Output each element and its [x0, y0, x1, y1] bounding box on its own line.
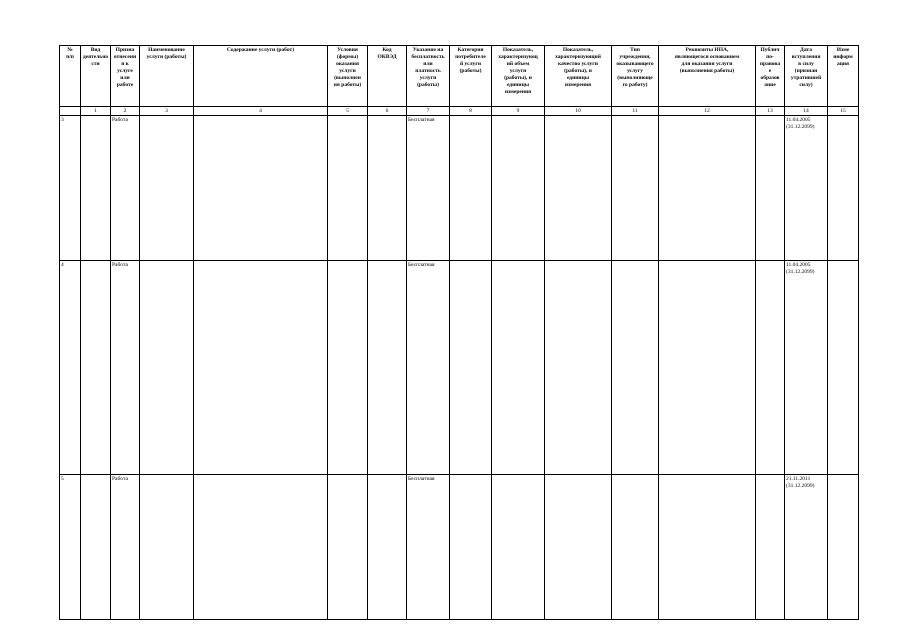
change-info-cell [828, 116, 859, 261]
column-header-line: платность [415, 68, 441, 74]
column-header [194, 46, 328, 107]
column-header [140, 46, 194, 107]
row-number-cell: 3 [60, 116, 81, 261]
column-number-cell: 6 [368, 107, 407, 116]
column-header-line: го работу) [622, 82, 648, 88]
public-entity-cell [756, 116, 785, 261]
column-number-row [60, 107, 859, 116]
column-header [492, 46, 545, 107]
activity-type-cell [81, 261, 111, 475]
column-header-line: являющегося основанием [674, 54, 740, 60]
service-conditions-cell [328, 475, 368, 620]
service-content-cell [194, 261, 328, 475]
effective-date-line: 11.04.2005 [786, 117, 811, 123]
column-header-line: или [423, 61, 433, 67]
payment-indicator-cell: Бесплатная [407, 261, 450, 475]
column-header-line: по- [766, 54, 774, 60]
column-header-line: деятельно [82, 54, 109, 60]
okved-code-cell [368, 116, 407, 261]
column-header-line: единицы [566, 75, 590, 81]
column-header-line: Указание на [412, 47, 444, 53]
activity-type-cell [81, 475, 111, 620]
column-header-line: образов [760, 75, 780, 81]
services-register-table [59, 45, 859, 620]
column-header-line: измерения [564, 82, 592, 88]
column-header-line: услуге [117, 68, 133, 74]
column-header-line: единицы [506, 82, 530, 88]
column-header-line: Реквизиты НПА, [685, 47, 729, 53]
service-or-work-sign-cell: Работа [111, 116, 140, 261]
column-header-line: учреждения, [619, 54, 651, 60]
column-header-line: Содержание услуги (работ) [226, 47, 295, 53]
volume-indicator-cell [492, 475, 545, 620]
service-content-cell [194, 475, 328, 620]
institution-type-cell [612, 261, 659, 475]
column-header-line: услуги [339, 68, 356, 74]
column-header-line: в силу [798, 61, 814, 67]
okved-code-cell [368, 261, 407, 475]
column-header-line: (работы) [459, 68, 482, 74]
column-number-cell: 3 [140, 107, 194, 116]
column-header-line: (выполнения работы) [679, 68, 735, 74]
column-header-line: (выполняюще [617, 75, 653, 81]
column-header-line: услуги [509, 68, 527, 74]
table-row [60, 475, 859, 620]
column-number-cell: 7 [407, 107, 450, 116]
column-header-line: № [67, 47, 73, 53]
column-header-line: (работы) [417, 82, 439, 88]
legal-act-details-cell [659, 475, 756, 620]
column-header-line: потребителе [455, 54, 486, 60]
column-header [450, 46, 492, 107]
column-header-line: или [120, 75, 130, 81]
column-number-cell: 10 [545, 107, 612, 116]
column-header-line: ия работы) [333, 82, 362, 88]
column-header [368, 46, 407, 107]
quality-indicator-cell [545, 475, 612, 620]
column-header [328, 46, 368, 107]
column-header [756, 46, 785, 107]
effective-date-line: 11.04.2005 [786, 262, 811, 268]
column-header-line: информ [833, 54, 853, 60]
row-number-cell: 5 [60, 475, 81, 620]
column-header-line: услугу [626, 68, 644, 74]
effective-date-cell [785, 261, 828, 475]
column-header [81, 46, 111, 107]
column-number-cell: 4 [194, 107, 328, 116]
service-name-cell [140, 475, 194, 620]
column-header-line: для оказания услуги [681, 61, 733, 67]
column-header-line: вступления [791, 54, 821, 60]
effective-date-line: 21.11.2011 [786, 476, 811, 482]
column-number-cell: 12 [659, 107, 756, 116]
column-header-line: Вид [90, 47, 101, 53]
column-number-cell: 8 [450, 107, 492, 116]
column-header-line: характеризующ [498, 54, 538, 60]
column-number-cell [60, 107, 81, 116]
table-row [60, 261, 859, 475]
column-header-line: й услуги [459, 61, 482, 67]
column-header-line: бесплатность [411, 54, 445, 60]
service-content-cell [194, 116, 328, 261]
column-header-line: Показатель, [562, 47, 594, 53]
volume-indicator-cell [492, 116, 545, 261]
legal-act-details-cell [659, 261, 756, 475]
consumer-category-cell [450, 475, 492, 620]
service-conditions-cell [328, 116, 368, 261]
public-entity-cell [756, 261, 785, 475]
column-header-line: (выполнен [334, 75, 361, 81]
payment-indicator-cell: Бесплатная [407, 475, 450, 620]
column-header-line: оказания [336, 61, 359, 67]
column-header-line: характеризующий [555, 54, 601, 60]
okved-code-cell [368, 475, 407, 620]
payment-indicator-cell: Бесплатная [407, 116, 450, 261]
column-header-line: Призна [115, 47, 135, 53]
column-header-line: услуги (работы) [146, 54, 187, 60]
column-header [545, 46, 612, 107]
legal-act-details-cell [659, 116, 756, 261]
service-conditions-cell [328, 261, 368, 475]
column-header-line: п/п [66, 54, 74, 60]
change-info-cell [828, 475, 859, 620]
consumer-category-cell [450, 116, 492, 261]
column-header-line: я к [121, 61, 129, 67]
quality-indicator-cell [545, 261, 612, 475]
consumer-category-cell [450, 261, 492, 475]
column-header-line: Тип [630, 47, 640, 53]
column-header-line: Код [382, 47, 392, 53]
column-header-line: работе [116, 82, 134, 88]
column-header-line: оказывающего [616, 61, 654, 67]
column-number-cell: 1 [81, 107, 111, 116]
column-header [60, 46, 81, 107]
table-body [60, 107, 859, 620]
quality-indicator-cell [545, 116, 612, 261]
column-header-line: (признан [794, 68, 818, 74]
institution-type-cell [612, 475, 659, 620]
column-header [785, 46, 828, 107]
column-header-line: ий объем [506, 61, 530, 67]
column-header-line: измерения [504, 89, 532, 95]
column-header-line: Изме [836, 47, 850, 53]
service-or-work-sign-cell: Работа [111, 261, 140, 475]
column-header-line: услуги [419, 75, 437, 81]
change-info-cell [828, 261, 859, 475]
header-row [60, 46, 859, 107]
column-header [828, 46, 859, 107]
column-header-line: правова [759, 61, 781, 67]
column-number-cell: 14 [785, 107, 828, 116]
column-header-line: отнесени [113, 54, 137, 60]
column-header-line: (формы) [336, 54, 359, 60]
column-header-line: Публич [760, 47, 780, 53]
effective-date-line: (31.12.2099) [786, 269, 815, 275]
column-header [612, 46, 659, 107]
row-number-cell: 4 [60, 261, 81, 475]
column-number-cell: 9 [492, 107, 545, 116]
column-header-line: ОКВЭД [377, 54, 397, 60]
institution-type-cell [612, 116, 659, 261]
column-header-line: Наименование [148, 47, 185, 53]
effective-date-line: (31.12.2099) [786, 124, 815, 130]
column-header [407, 46, 450, 107]
public-entity-cell [756, 475, 785, 620]
column-number-cell: 11 [612, 107, 659, 116]
column-header-line: утратившей [790, 75, 822, 81]
column-header-line: силу) [799, 82, 813, 88]
column-number-cell: 15 [828, 107, 859, 116]
column-number-cell: 2 [111, 107, 140, 116]
service-name-cell [140, 261, 194, 475]
service-or-work-sign-cell: Работа [111, 475, 140, 620]
column-header-line: Дата [800, 47, 812, 53]
column-number-cell: 5 [328, 107, 368, 116]
effective-date-cell [785, 116, 828, 261]
volume-indicator-cell [492, 261, 545, 475]
column-header-line: сти [91, 61, 100, 67]
column-header [111, 46, 140, 107]
column-header-line: Показатель, [502, 47, 534, 53]
table-row [60, 116, 859, 261]
activity-type-cell [81, 116, 111, 261]
column-header-line: Условия [337, 47, 358, 53]
column-header [659, 46, 756, 107]
column-number-cell: 13 [756, 107, 785, 116]
column-header-line: качество услуги [558, 61, 598, 67]
effective-date-cell [785, 475, 828, 620]
effective-date-line: (31.12.2099) [786, 483, 815, 489]
column-header-line: Категория [457, 47, 484, 53]
column-header-line: (работы), и [504, 75, 532, 81]
column-header-line: (работы), и [564, 68, 592, 74]
column-header-line: ание [764, 82, 776, 88]
column-header-line: ация [836, 61, 850, 67]
service-name-cell [140, 116, 194, 261]
column-header-line: е [768, 68, 772, 74]
